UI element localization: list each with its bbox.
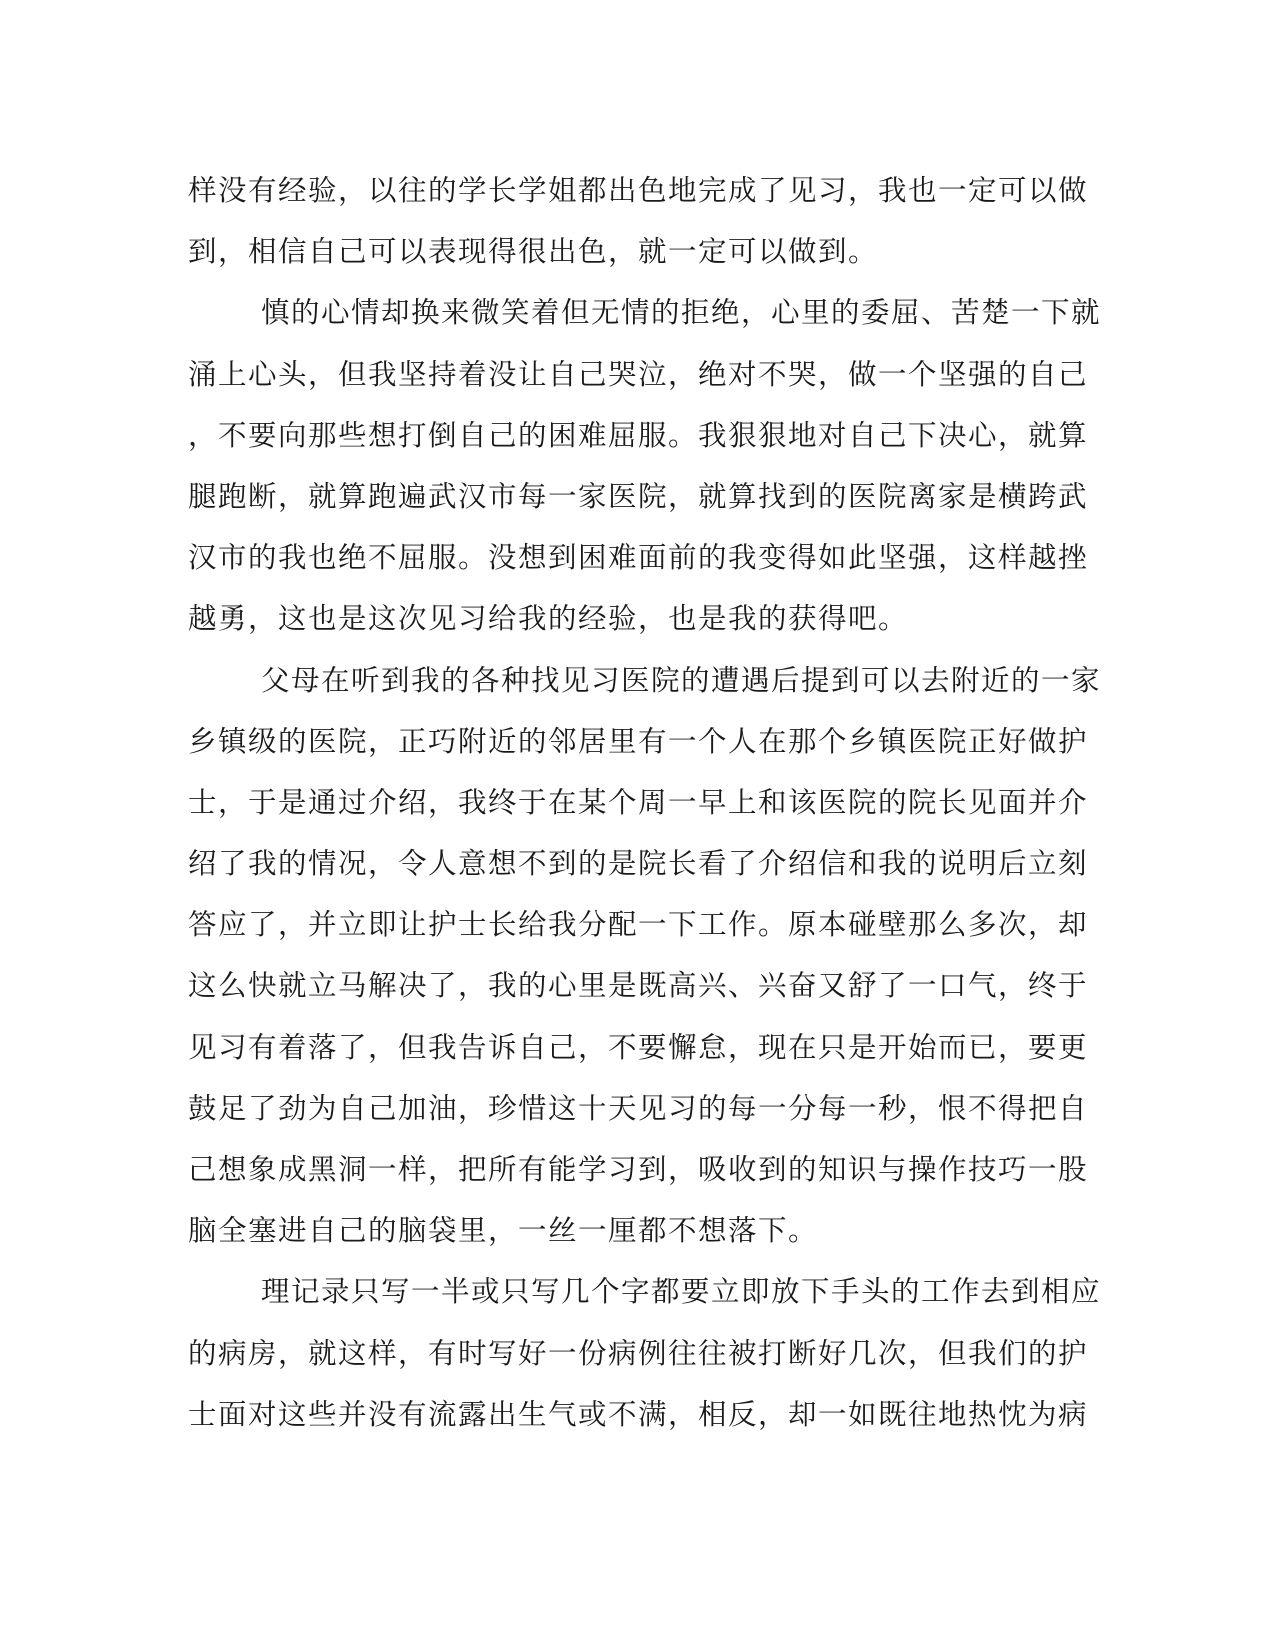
text-line: 士，于是通过介绍，我终于在某个周一早上和该医院的院长见面并介	[188, 785, 1089, 819]
paragraph-2	[188, 282, 1102, 649]
text-line: 脑全塞进自己的脑袋里，一丝一厘都不想落下。	[188, 1214, 819, 1248]
text-line: 样没有经验，以往的学长学姐都出色地完成了见习，我也一定可以做	[188, 174, 1089, 207]
text-line: 士面对这些并没有流露出生气或不满，相反，却一如既往地热忱为病	[188, 1397, 1089, 1431]
text-line: 这么快就立马解决了，我的心里是既高兴、兴奋又舒了一口气，终于	[188, 969, 1089, 1003]
text-line: 父母在听到我的各种找见习医院的遭遇后提到可以去附近的一家	[261, 663, 1102, 697]
text-line: 鼓足了劲为自己加油，珍惜这十天见习的每一分每一秒，恨不得把自	[188, 1091, 1089, 1125]
paragraph-3	[188, 650, 1102, 1262]
text-line: 涌上心头，但我坚持着没让自己哭泣，绝对不哭，做一个坚强的自己	[188, 357, 1089, 391]
text-line: 乡镇级的医院，正巧附近的邻居里有一个人在那个乡镇医院正好做护	[188, 724, 1089, 758]
text-line: 己想象成黑洞一样，把所有能学习到，吸收到的知识与操作技巧一股	[188, 1153, 1089, 1186]
text-line: ，不要向那些想打倒自己的困难屈服。我狠狠地对自己下决心，就算	[188, 418, 1089, 452]
text-line: 腿跑断，就算跑遍武汉市每一家医院，就算找到的医院离家是横跨武	[188, 479, 1089, 513]
text-line: 答应了，并立即让护士长给我分配一下工作。原本碰壁那么多次，却	[188, 908, 1089, 942]
document-body	[188, 160, 1102, 1445]
text-line: 见习有着落了，但我告诉自己，不要懈怠，现在只是开始而已，要更	[188, 1030, 1089, 1064]
paragraph-4	[188, 1261, 1102, 1445]
text-line: 绍了我的情况，令人意想不到的是院长看了介绍信和我的说明后立刻	[188, 847, 1089, 881]
text-line: 的病房，就这样，有时写好一份病例往往被打断好几次，但我们的护	[188, 1336, 1089, 1370]
text-line: 汉市的我也绝不屈服。没想到困难面前的我变得如此坚强，这样越挫	[188, 541, 1089, 575]
text-line: 理记录只写一半或只写几个字都要立即放下手头的工作去到相应	[261, 1275, 1102, 1309]
text-line: 到，相信自己可以表现得很出色，就一定可以做到。	[188, 235, 879, 269]
paragraph-1	[188, 160, 1089, 282]
text-line: 越勇，这也是这次见习给我的经验，也是我的获得吧。	[188, 602, 909, 636]
text-line: 慎的心情却换来微笑着但无情的拒绝，心里的委屈、苦楚一下就	[261, 296, 1102, 330]
